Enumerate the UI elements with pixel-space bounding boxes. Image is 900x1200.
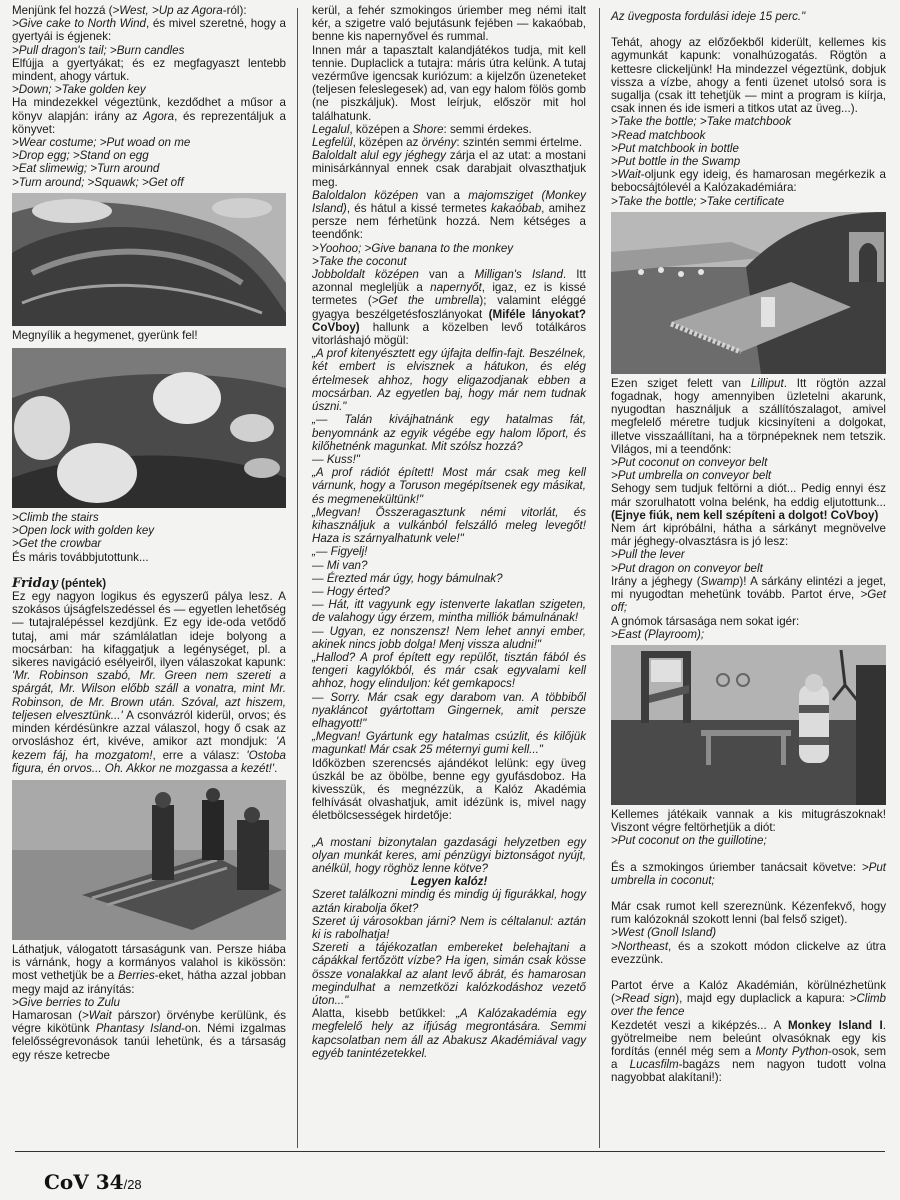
clouds-image [12,348,286,508]
command: >Give berries to Zulu [12,995,120,1009]
page-footer [44,1170,142,1194]
paragraph: Elfújja a gyertyákat; és ez megfagyaszt lentebb mindent, ahogy vártuk. [12,56,286,84]
game-screenshot-mountain [12,193,286,326]
quote: — Kuss!" [312,452,360,466]
command: >Take the bottle; >Take matchbook [611,115,792,129]
quote-heading: Legyen kalóz! [410,875,488,889]
command: >Put matchbook in bottle [611,141,739,155]
mountain-pass-image [12,193,286,326]
command: >Pull the lever [611,548,685,562]
paragraph: Alatta, kisebb betűkkel: „A Kalózakadémia egy megfelelő hely az ifjúság megrontására. Semmi kapcsolatban nem áll az Abakusz Akadémiával vagy egyéb tanintézetekkel. [312,1007,586,1060]
command: >Take the coconut [312,254,407,268]
command: >Down; >Take golden key [12,83,146,97]
command: >Put coconut on the guillotine; [611,834,767,848]
quote: Az üvegposta fordulási ideje 15 perc." [611,10,806,23]
section-heading: Friday (péntek) [12,575,107,591]
quote: „A prof kitenyésztett egy újfajta delfin-fajt. Beszélnek, két embert is elvisznek a hátukon, és elég értelmesek ahhoz, hogy eligazodjanak ebben a mocsárban. Az egyetlen baj, hogy már nem tudnak úszni." [312,347,586,414]
game-screenshot-clouds [12,348,286,508]
command: >Read matchbook [611,128,706,142]
paragraph: Nem árt kipróbálni, hátha a sárkányt megnövelve már jéghegy-olvasztásra is jó lesz: [611,522,886,549]
paragraph: Kezdetét veszi a kiképzés... A Monkey Island I. gyötrelmeibe nem beleúnt olvasóknak egy kis fordítás (ennél még sem a Monty Python-osok, sem a Lucasfilm-bagázs nem nagyon tudott volna nagyobbat alakítani!): [611,1018,887,1085]
quote: „Megvan! Összeragasztunk némi vitorlát, és kihasználjuk a vulkánból felszálló meleg levegőt! Haza is szárnyalhatunk vele!" [312,505,586,546]
paragraph: Legalul, középen a Shore: semmi érdekes. [312,122,532,136]
quote: — Sorry. Már csak egy darabom van. A többiből nyakláncot gyártottam Gingernek, amit persze elhagyott!" [312,690,586,730]
quote: „A prof rádiót épített! Most már csak meg kell várnunk, hogy a Toruson megépítsenek egy másikat, és megmenekültünk!" [312,466,586,506]
paragraph: Baloldalt alul egy jéghegy zárja el az utat: a mostani minisárkánnyal ennek csak darabjait olvaszthatjuk meg. [312,149,586,189]
paragraph: Legfelül, középen az örvény: szintén semmi értelme. [312,136,583,150]
quote: — Hát, itt vagyunk egy istenverte lakatlan szigeten, de valahogy úgy érzem, mintha milliók bámulnának! [312,598,586,625]
article-column-3 [611,10,886,1085]
command: >Wear costume; >Put woad on me [12,136,191,150]
paragraph: És a szmokingos úriember tanácsait követve: >Put umbrella in coconut; [611,860,886,887]
command: >Put umbrella on conveyor belt [611,469,772,483]
command: >Open lock with golden key [12,524,155,538]
paragraph: Már csak rumot kell szereznünk. Kézenfekvő, hogy rum kalózoknál szokott lenni (bal felső sziget). [611,899,886,927]
paragraph: >Northeast, és a szokott módon clickelve az útra evezzünk. [611,939,886,966]
command: >Eat slimewig; >Turn around [12,162,160,176]
command: >Put coconut on conveyor belt [611,456,768,470]
paragraph: Láthatjuk, válogatott társaságunk van. Persze hiába is várnánk, hogy a kormányos valahol is kikössön: most vethetjük be a Berries-eket, hátha azzal jobban megy majd az irányítás: [12,942,286,996]
command: >Climb the stairs [12,511,99,525]
paragraph: >Wait-oljunk egy ideig, és hamarosan megérkezik a bebocsájtólevél a Kalózakadémiára: [611,168,886,195]
article-column-1 [12,4,286,1062]
command: >Drop egg; >Stand on egg [12,149,149,163]
quote: Szereti a tájékozatlan embereket belehajtani a cápákkal fertőzött vízbe? Ha igen, simán csak kösse össze vonalakkal az alant levő ábrát, és hamarosan megindulhat a nemzetközi kalózkodáshoz vezető úton..." [312,941,586,1008]
quote: — Ugyan, ez nonszensz! Nem lehet annyi ember, akinek nincs jobb dolga! Menj vissza aludni!" [312,624,586,651]
raft-crew-image [12,780,286,940]
command: >East (Playroom); [611,627,705,641]
command: >Take the bottle; >Take certificate [611,194,785,208]
command: >Put dragon on conveyor belt [611,561,763,575]
quote: „A mostani bizonytalan gazdasági helyzetben egy olyan munkát keres, ami pénzügyi biztonságot nyújt, anélkül, hogy röghöz lenne kötve? [312,835,586,875]
quote: „Hallod? A prof épített egy repülőt, tisztán fából és tengeri kagylókból, és már csak egyvalami kell ahhoz, hogy elinduljon: két gemkapocs! [312,650,586,691]
command: >Turn around; >Squawk; >Get off [12,175,184,189]
paragraph: kerül, a fehér szmokingos úriember meg némi italt kér, a szigetre való bejutásunk fejében — kakaóbab, benne kis napernyővel és rummal. [312,4,586,44]
paragraph: Partot érve a Kalóz Akadémián, körülnézhetünk (>Read sign), majd egy duplaclick a kapura: >Climb over the fence [611,978,886,1019]
paragraph: Időközben szerencsés ajándékot lelünk: egy üveg úszkál be az öbölbe, benne egy gyufásdoboz. Ha kivesszük, és megnézzük, a Kalóz Akadémia felhívását olvashatjuk, amit idézünk is, mivel nagy életbölcsességek hirdetője: [312,756,586,823]
paragraph: Ez egy nagyon logikus és egyszerű pálya lesz. A szokásos újságfelszedéssel és — egyetlen lehetőség — tutajralépéssel kezdjünk. Ez egy ide-oda vetődő tutaj, ami már számlálatlan ideje bolyong a mocsárban: ha kifaggatjuk a legénységet, pl. a sikeres navigáció esélyeiről, ilyen válaszokat kapunk: 'Mr. Robinson szabó, Mr. Green nem szereti a spárgát, Mr. Wilson előbb száll a vonatra, mint Mr. Robinson, de Mr. Brown után. Szóval, azt hiszem, teljesen elvesztünk...' A csonvázról kiderül, orvos; és minden kérdésünkre azzal válaszol, hogy ő csak az orvosláshoz ért, kivéve, amikor azt mondjuk: 'A kezem fáj, ha mozgatom!, erre a válasz: 'Ostoba figura, én orvos... Oh. Akkor ne mozgassa a kezét!'. [12,590,286,775]
command: >Put bottle in the Swamp [611,155,741,169]
magazine-name: CoV [44,1170,89,1194]
quote: „— Talán kivájhatnánk egy hatalmas fát, benyomnánk az egyik végébe egy halom lőport, és kilőhetnénk magunkat. Mit szólsz hozzá? [312,413,586,453]
page-number: /28 [123,1177,142,1192]
quote: Szeret új városokban járni? Nem is céltalanul: aztán ki is rabolhatja! [312,914,586,942]
game-screenshot-playroom [611,645,886,805]
paragraph: És máris továbbjutottunk... [12,550,149,564]
gnome-playroom-image [611,645,886,805]
paragraph: Jobboldalt középen van a Milligan's Island. Itt azonnal megleljük a napernyőt, igaz, ez is kissé termetes (>Get the umbrella); valamint eléggé gyagya beszélgetésfoszlányokat (Miféle lányokat? CoVboy) hallunk a közelben levő totálkáros vitorláshajó mögül: [312,268,586,348]
paragraph: Ezen sziget felett van Lilliput. Itt rögtön azzal fogadnak, hogy amennyiben üzletelni akarunk, nyugodtan használjuk a szállítószalagot, amivel megfelelő méretre tudjuk kicsinyíteni a dolgokat, illetve visszaállítani, ha a törpnépeknek nem tetszik. Világos, mi a teendőnk: [611,376,886,456]
paragraph: Ha mindezekkel végeztünk, kezdődhet a műsor a könyv alapján: irány az Agora, és reprezentáljuk a könyvet: [12,96,286,136]
paragraph: Menjünk fel hozzá (>West, >Up az Agora-ról): [12,4,247,17]
command: >Get the crowbar [12,537,102,551]
command: >Pull dragon's tail; >Burn candles [12,43,185,57]
quote: „Megvan! Gyártunk egy hatalmas csúzlit, és kilőjük magunkat! Már csak 25 méternyi gumi kell..." [312,730,586,757]
command: >Yoohoo; >Give banana to the monkey [312,241,514,255]
game-screenshot-raft [12,780,286,940]
paragraph: Irány a jéghegy (Swamp)! A sárkány elintézi a jeget, mi nyugodtan mehetünk tovább. Partot érve, >Get off; [611,574,886,615]
paragraph: Sehogy sem tudjuk feltörni a diót... Pedig ennyi ész már szorulhatott volna belénk, ha eddig eljutottunk... (Ejnye fiúk, nem kell szépíteni a dolgot! CoVboy) [611,482,886,522]
quote: — Mi van? [312,558,368,572]
quote: Szeret találkozni mindig és mindig új figurákkal, hogy aztán kirabolja őket? [312,888,586,915]
quote: — Hogy érted? [312,584,390,598]
command: >Give cake to North Wind, és mivel szeretné, hogy a gyertyái is égjenek: [12,17,286,44]
command: >West (Gnoll Island) [611,926,717,940]
quote: — Érezted már úgy, hogy bámulnak? [312,571,503,585]
paragraph: Innen már a tapasztalt kalandjátékos tudja, mit kell tennie. Duplaclick a tutajra: máris útra kelünk. A tutaj vezérműve igencsak kuriózum: a kijelzőn üzeneteket (teljesen feleslegesek) ad, van egy halom fölös gomb (ne piszkáljuk). Most leírjuk, először mit hol találhatunk. [312,43,586,123]
column-divider [297,8,298,1148]
paragraph: Baloldalon középen van a majomsziget (Monkey Island), és hátul a kissé termetes kakaóbab, amihez persze nem férhetünk hozzá. Nem kétséges a teendőnk: [312,188,586,242]
issue-number: 34 [95,1170,124,1194]
paragraph: Tehát, ahogy az előzőekből kiderült, kellemes kis agymunkát kapunk: vonalhúzogatás. Rögtön a kettesre clickeljünk! Ha mindezzel végeztünk, dobjuk vissza a vízbe, ahogy a fenti üzenet utolsó sora is sugallja (csak itt tehetjük — mint a program is kiírja, csak innen és ide ismeri a titkos utat az üveg...). [611,36,886,116]
footer-rule [15,1151,885,1152]
game-screenshot-lilliput [611,212,886,374]
quote: „— Figyelj! [312,545,368,559]
paragraph: A gnómok társasága nem sokat igér: [611,614,800,628]
column-divider [599,8,600,1148]
paragraph: Kellemes játékaik vannak a kis mitugrászoknak! Viszont végre feltörhetjük a diót: [611,807,886,835]
lilliput-island-image [611,212,886,374]
paragraph: Hamarosan (>Wait párszor) örvénybe kerülünk, és végre kikötünk Phantasy Island-on. Némi izgalmas felelősségrevonások tanúi lehetünk, és a társaság egy része ketrecbe [12,1008,286,1062]
image-caption: Megnyílik a hegymenet, gyerünk fel! [12,328,198,342]
article-column-2 [312,4,586,1060]
